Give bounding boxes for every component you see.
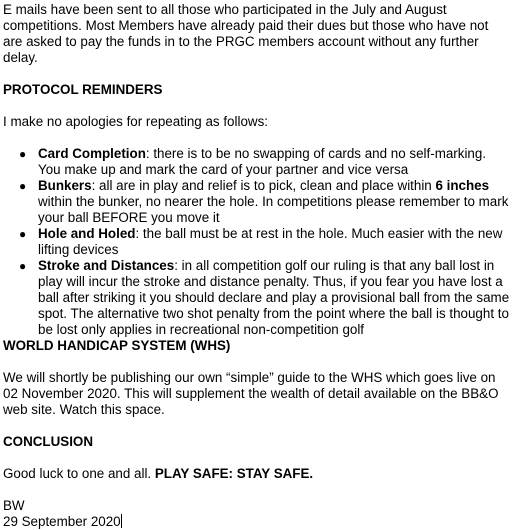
signoff-initials: BW bbox=[3, 498, 25, 513]
text-cursor bbox=[121, 514, 122, 528]
conclusion-text: Good luck to one and all. bbox=[3, 466, 155, 481]
blank-line bbox=[3, 450, 511, 466]
list-item bbox=[19, 146, 511, 178]
item-term: Hole and Holed bbox=[38, 226, 136, 241]
bullet-icon: ● bbox=[19, 227, 27, 241]
blank-line bbox=[3, 354, 511, 370]
item-text-after: within the bunker, no nearer the hole. In competitions please remember to mark your ball BEFORE you move it bbox=[38, 194, 509, 225]
item-term: Stroke and Distances bbox=[38, 258, 175, 273]
blank-line bbox=[3, 130, 511, 146]
conclusion-emphasis: PLAY SAFE: STAY SAFE. bbox=[154, 466, 314, 481]
bullet-icon: ● bbox=[19, 179, 27, 193]
blank-line bbox=[3, 482, 511, 498]
blank-line bbox=[3, 418, 511, 434]
protocol-list bbox=[19, 146, 511, 338]
item-text: : in all competition golf our ruling is that any ball lost in play will incur the stroke and distance penalty. Thus, if you fear you have lost a ball after striking it you should declare and play a provisional ball from the same spot. The alternative two shot penalty from the point where the ball is thought to be lost only applies in recreational non-competition golf bbox=[38, 258, 510, 337]
blank-line bbox=[3, 98, 511, 114]
conclusion-heading: CONCLUSION bbox=[3, 434, 94, 449]
signoff-date: 29 September 2020 bbox=[3, 514, 121, 529]
bullet-icon: ● bbox=[19, 259, 27, 273]
protocol-lead: I make no apologies for repeating as follows: bbox=[3, 114, 268, 129]
protocol-heading: PROTOCOL REMINDERS bbox=[3, 82, 163, 97]
intro-paragraph: E mails have been sent to all those who participated in the July and August competitions. Most Members have already paid their dues but those who have not are asked to pay the funds in to the PRGC members account without any further delay. bbox=[3, 2, 489, 65]
document-body[interactable] bbox=[3, 2, 511, 530]
item-term: Bunkers bbox=[38, 178, 92, 193]
item-emphasis: 6 inches bbox=[435, 178, 490, 193]
item-term: Card Completion bbox=[38, 146, 146, 161]
list-item bbox=[19, 226, 511, 258]
bullet-icon: ● bbox=[19, 147, 27, 161]
signoff-date-line[interactable] bbox=[3, 514, 511, 530]
item-text: : the ball must be at rest in the hole. Much easier with the new lifting devices bbox=[38, 226, 503, 257]
blank-line bbox=[3, 66, 511, 82]
item-text: : there is to be no swapping of cards and no self-marking. You make up and mark the card of your partner and vice versa bbox=[38, 146, 487, 177]
whs-heading: WORLD HANDICAP SYSTEM (WHS) bbox=[3, 338, 231, 353]
conclusion-paragraph bbox=[3, 466, 511, 482]
item-text: : all are in play and relief is to pick, clean and place within bbox=[91, 178, 436, 193]
list-item bbox=[19, 178, 511, 226]
whs-paragraph: We will shortly be publishing our own “simple” guide to the WHS which goes live on 02 November 2020. This will supplement the wealth of detail available on the BB&O web site. Watch this space. bbox=[3, 370, 499, 417]
list-item bbox=[19, 258, 511, 338]
